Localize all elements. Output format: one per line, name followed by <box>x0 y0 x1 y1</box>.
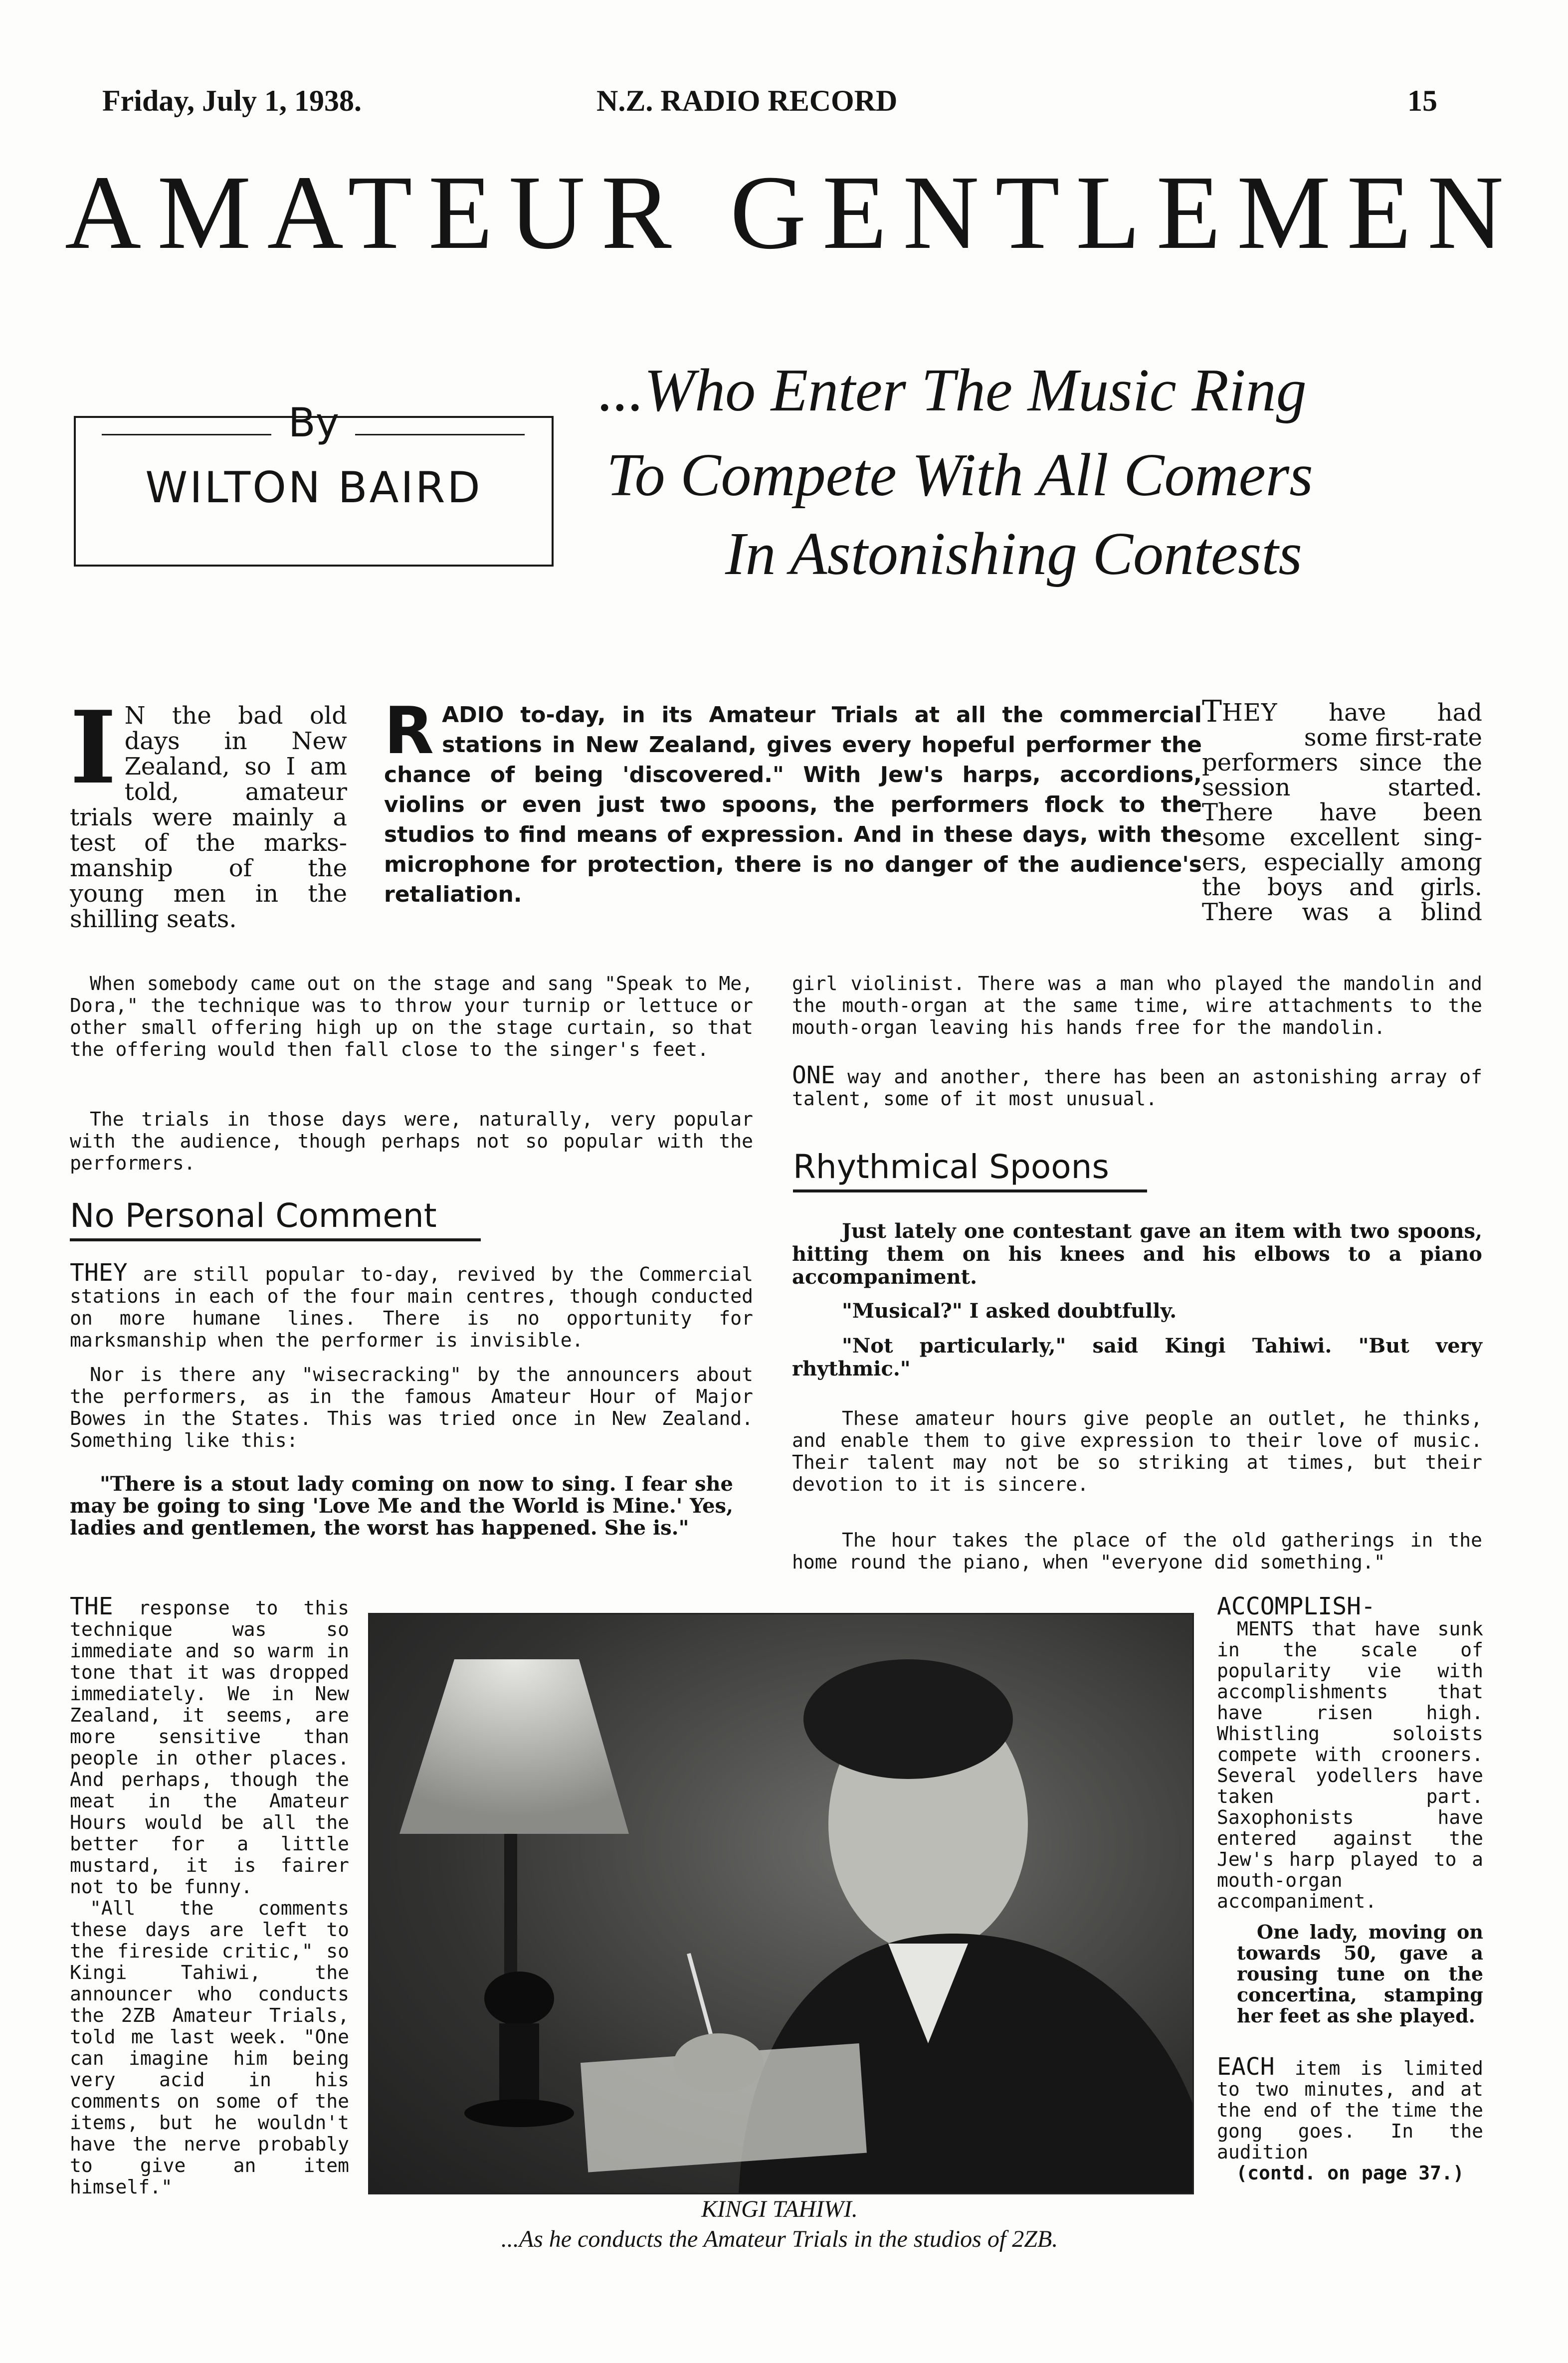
intro-line: test of the marks- <box>70 829 347 857</box>
photo-kingi-tahiwi <box>368 1613 1194 2194</box>
lamp-stem <box>504 1834 517 1983</box>
photo-illustration <box>370 1614 1192 2193</box>
byline-author: WILTON BAIRD <box>145 463 482 513</box>
photo-caption-name: KINGI TAHIWI. <box>701 2196 858 2222</box>
intro-line: days in New <box>124 727 347 755</box>
col3-line: There have been <box>1202 798 1482 826</box>
section-heading-rhythmical-spoons: Rhythmical Spoons <box>793 1149 1147 1192</box>
deck-line-1: ...Who Enter The Music Ring <box>598 357 1307 424</box>
col3-line: session started. <box>1202 774 1482 801</box>
spoons-p1: Just lately one contestant gave an item with two spoons, hitting them on his knees and his elbows to a piano accompaniment. <box>792 1219 1482 1289</box>
intro-line: shilling seats. <box>70 905 237 933</box>
quote-stout-lady: "There is a stout lady coming on now to sing. I fear she may be going to sing 'Love Me and the World is Mine.' Yes, ladies and gentlemen, the worst has happened. She is." <box>70 1472 733 1540</box>
dropcap-r: R <box>384 693 434 769</box>
spoons-p2: "Musical?" I asked doubtfully. <box>842 1299 1177 1323</box>
page-number: 15 <box>1407 84 1437 117</box>
column-3-intro <box>1202 694 1482 926</box>
microphone <box>484 1971 554 2025</box>
intro-panel-text: ADIO to-day, in its Amateur Trials at all the commercial stations in New Zealand, gives every hopeful performer the chance of being 'discovered." With Jew's harps, accordions, violins or even just two spoons, the performers flock to the studios to find means of expression. And in these days, with the microphone for protection, there is no danger of the audience's retaliation. <box>384 702 1202 907</box>
one-lady-paragraph: One lady, moving on towards 50, gave a rousing tune on the concertina, stamping her feet as she played. <box>1237 1921 1483 2027</box>
deck-line-3: In Astonishing Contests <box>725 520 1302 588</box>
col3-line: some first-rate <box>1304 724 1482 752</box>
continued-note: (contd. on page 37.) <box>1236 2162 1464 2184</box>
publication-name: N.Z. RADIO RECORD <box>596 84 898 117</box>
col3-line: THEY have had <box>1202 694 1482 729</box>
left-bottom-p2: "All the comments these days are left to the fireside critic," so Kingi Tahiwi, the announcer who conducts the 2ZB Amateur Trials, told me last week. "One can imagine him being very acid in his comments on some of the items, but he wouldn't have the nerve probably to give an item himself." <box>70 1897 349 2198</box>
deck-line-2: To Compete With All Comers <box>606 441 1313 509</box>
stage-paragraph: When somebody came out on the stage and sang "Speak to Me, Dora," the technique was to throw your turnip or lettuce or other small offering high up on the stage curtain, so that the offering would then fall close to the singer's feet. <box>70 973 753 1060</box>
spoons-p4: These amateur hours give people an outlet, he thinks, and enable them to give expression to their love of music. Their talent may not be so striking at times, but their devotion to it is sincere. <box>792 1407 1482 1495</box>
spoons-p5: The hour takes the place of the old gatherings in the home round the piano, when "everyone did something." <box>792 1529 1482 1573</box>
figure-hair <box>803 1659 1013 1779</box>
microphone-stand <box>499 2023 539 2108</box>
each-item-paragraph: EACH item is limited to two minutes, and at the end of the time the gong goes. In the audition <box>1217 2053 1483 2163</box>
right-bottom-column <box>1217 1592 1483 2184</box>
one-way-paragraph: ONE way and another, there has been an astonishing array of talent, some of it most unusual. <box>792 1061 1482 1110</box>
accomplishments-lead: ACCOMPLISH- <box>1217 1592 1375 1620</box>
intro-line: told, amateur <box>124 778 347 806</box>
intro-line: N the bad old <box>124 702 347 730</box>
figure-hand <box>674 2033 764 2093</box>
col3-dropcap: THEY <box>1202 694 1278 729</box>
col3-line: There was a blind <box>1202 898 1482 926</box>
col3-line: the boys and girls. <box>1202 873 1482 901</box>
intro-panel <box>384 693 1202 910</box>
intro-line: young men in the <box>70 880 347 908</box>
accomplishments-paragraph: MENTS that have sunk in the scale of popularity vie with accomplishments that have risen high. Whistling soloists compete with crooners. Several yodellers have taken part. Saxophonists have entered against the Jew's harp played to a mouth-organ accompaniment. <box>1217 1618 1483 1912</box>
byline-rule-right <box>355 434 525 435</box>
intro-line: manship of the <box>70 854 347 882</box>
microphone-base <box>464 2099 574 2127</box>
intro-line: trials were mainly a <box>70 803 347 831</box>
left-bottom-column <box>70 1592 349 2198</box>
left-bottom-p1: THE response to this technique was so immediate and so warm in tone that it was dropped immediately. We in New Zealand, it seems, are more sensitive than people in other places. And perhaps, though the meat in the Amateur Hours would be all the better for a little mustard, it is fairer not to be funny. <box>70 1592 349 1898</box>
col3-line: performers since the <box>1202 749 1482 777</box>
spoons-p3: "Not particularly," said Kingi Tahiwi. "But very rhythmic." <box>792 1334 1482 1380</box>
byline-box <box>74 399 554 567</box>
violinist-paragraph: girl violinist. There was a man who played the mandolin and the mouth-organ at the same time, wire attachments to the mouth-organ leaving his hands free for the mandolin. <box>792 973 1482 1038</box>
intro-line: Zealand, so I am <box>124 753 347 781</box>
col3-line: ers, especially among <box>1202 848 1482 876</box>
no-personal-p2: Nor is there any "wisecracking" by the announcers about the performers, as in the famous Amateur Hour of Major Bowes in the States. This was tried once in New Zealand. Something like this: <box>70 1364 753 1451</box>
no-personal-p1: THEY are still popular to-day, revived by the Commercial stations in each of the four main centres, though conducted on more humane lines. There is no opportunity for marksmanship when the performer is invisible. <box>70 1259 753 1351</box>
trials-paragraph: The trials in those days were, naturally, very popular with the audience, though perhaps not so popular with the performers. <box>70 1108 753 1174</box>
dropcap-i: I <box>70 689 117 806</box>
issue-date: Friday, July 1, 1938. <box>102 84 362 117</box>
headline: AMATEUR GENTLEMEN <box>65 154 1520 271</box>
section-heading-no-personal-comment: No Personal Comment <box>70 1198 481 1241</box>
col3-line: some excellent sing- <box>1202 823 1482 851</box>
byline-by: By <box>288 399 340 446</box>
column-1-intro <box>70 689 347 933</box>
photo-caption-text: ...As he conducts the Amateur Trials in the studios of 2ZB. <box>501 2226 1058 2252</box>
